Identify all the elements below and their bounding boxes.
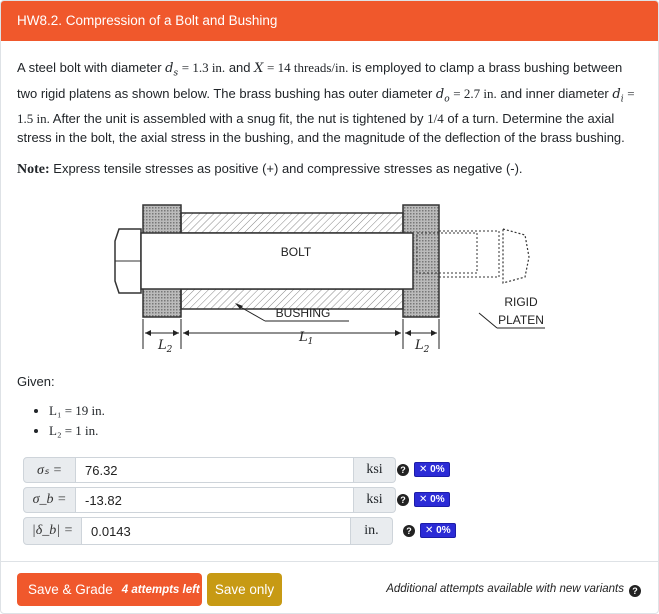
- nut: [503, 229, 529, 283]
- answer-row-delta-b: [23, 517, 393, 545]
- bolt-bushing-figure: [113, 201, 553, 361]
- note: [17, 161, 642, 178]
- unit-label: ksi: [354, 457, 396, 483]
- note-text: Express tensile stresses as positive (+) and compressive stresses as negative (-).: [53, 161, 523, 177]
- save-and-grade-label: Save & Grade: [28, 582, 113, 597]
- footer-divider: [1, 561, 659, 562]
- score-badge: ✕ 0%: [414, 462, 450, 477]
- bushing-label: BUSHING: [275, 306, 331, 320]
- answer-label: |δ_b| =: [23, 517, 82, 545]
- help-icon[interactable]: ?: [397, 494, 409, 506]
- given-item-l2: • L₂ = 1 in.: [49, 421, 105, 441]
- bushing-top: [181, 213, 403, 233]
- answer-label: σₛ =: [23, 457, 76, 483]
- unit-label: in.: [351, 517, 393, 545]
- help-icon[interactable]: ?: [403, 525, 415, 537]
- question-body: [1, 58, 658, 178]
- problem-statement: A steel bolt with diameter $d_s = 1.3$ in. and X = 14 threads/in. is employed to clamp a brass bushing between two rigid platens as shown below. The brass bushing has outer diameter $d_o = 2.7$ in. and inner diameter $d_i = 1.5$ in. After the unit is assembled with a snug fit, the nut is tightened by 1/4 of a turn. Determine the axial stress in the bolt, the axial stress in the bushing, and the magnitude of the deflection of the brass bushing.: [17, 60, 635, 146]
- question-title: HW8.2. Compression of a Bolt and Bushing: [17, 13, 278, 28]
- bolt-shank: [141, 233, 413, 289]
- save-only-button[interactable]: Save only: [207, 573, 282, 606]
- sigma-b-input[interactable]: -13.82: [76, 487, 354, 513]
- dim-l2-left: $L_2$: [158, 338, 173, 355]
- answer-row-sigma-b: [23, 487, 396, 513]
- answer-row-sigma-s: [23, 457, 396, 483]
- help-icon[interactable]: ?: [397, 464, 409, 476]
- platen-label: PLATEN: [498, 313, 544, 327]
- answer-label: σ_b =: [23, 487, 76, 513]
- dim-l2-right: $L_2$: [415, 338, 430, 355]
- sigma-s-input[interactable]: 76.32: [76, 457, 354, 483]
- attempts-note: Additional attempts available with new variants: [386, 583, 624, 595]
- score-badge: ✕ 0%: [420, 523, 456, 538]
- rigid-label: RIGID: [504, 295, 538, 309]
- delta-b-input[interactable]: 0.0143: [82, 517, 351, 545]
- note-label: Note:: [17, 162, 50, 178]
- question-header: [1, 1, 658, 41]
- bolt-label: BOLT: [280, 245, 312, 259]
- help-icon[interactable]: ?: [629, 585, 641, 597]
- save-and-grade-button[interactable]: [17, 573, 202, 606]
- given-label: Given:: [17, 374, 55, 389]
- dim-l1: $L_1$: [299, 330, 314, 347]
- score-badge: ✕ 0%: [414, 492, 450, 507]
- given-list: [33, 401, 105, 441]
- given-item-l1: • L₁ = 19 in.: [49, 401, 105, 421]
- unit-label: ksi: [354, 487, 396, 513]
- attempts-left: 4 attempts left: [121, 583, 200, 596]
